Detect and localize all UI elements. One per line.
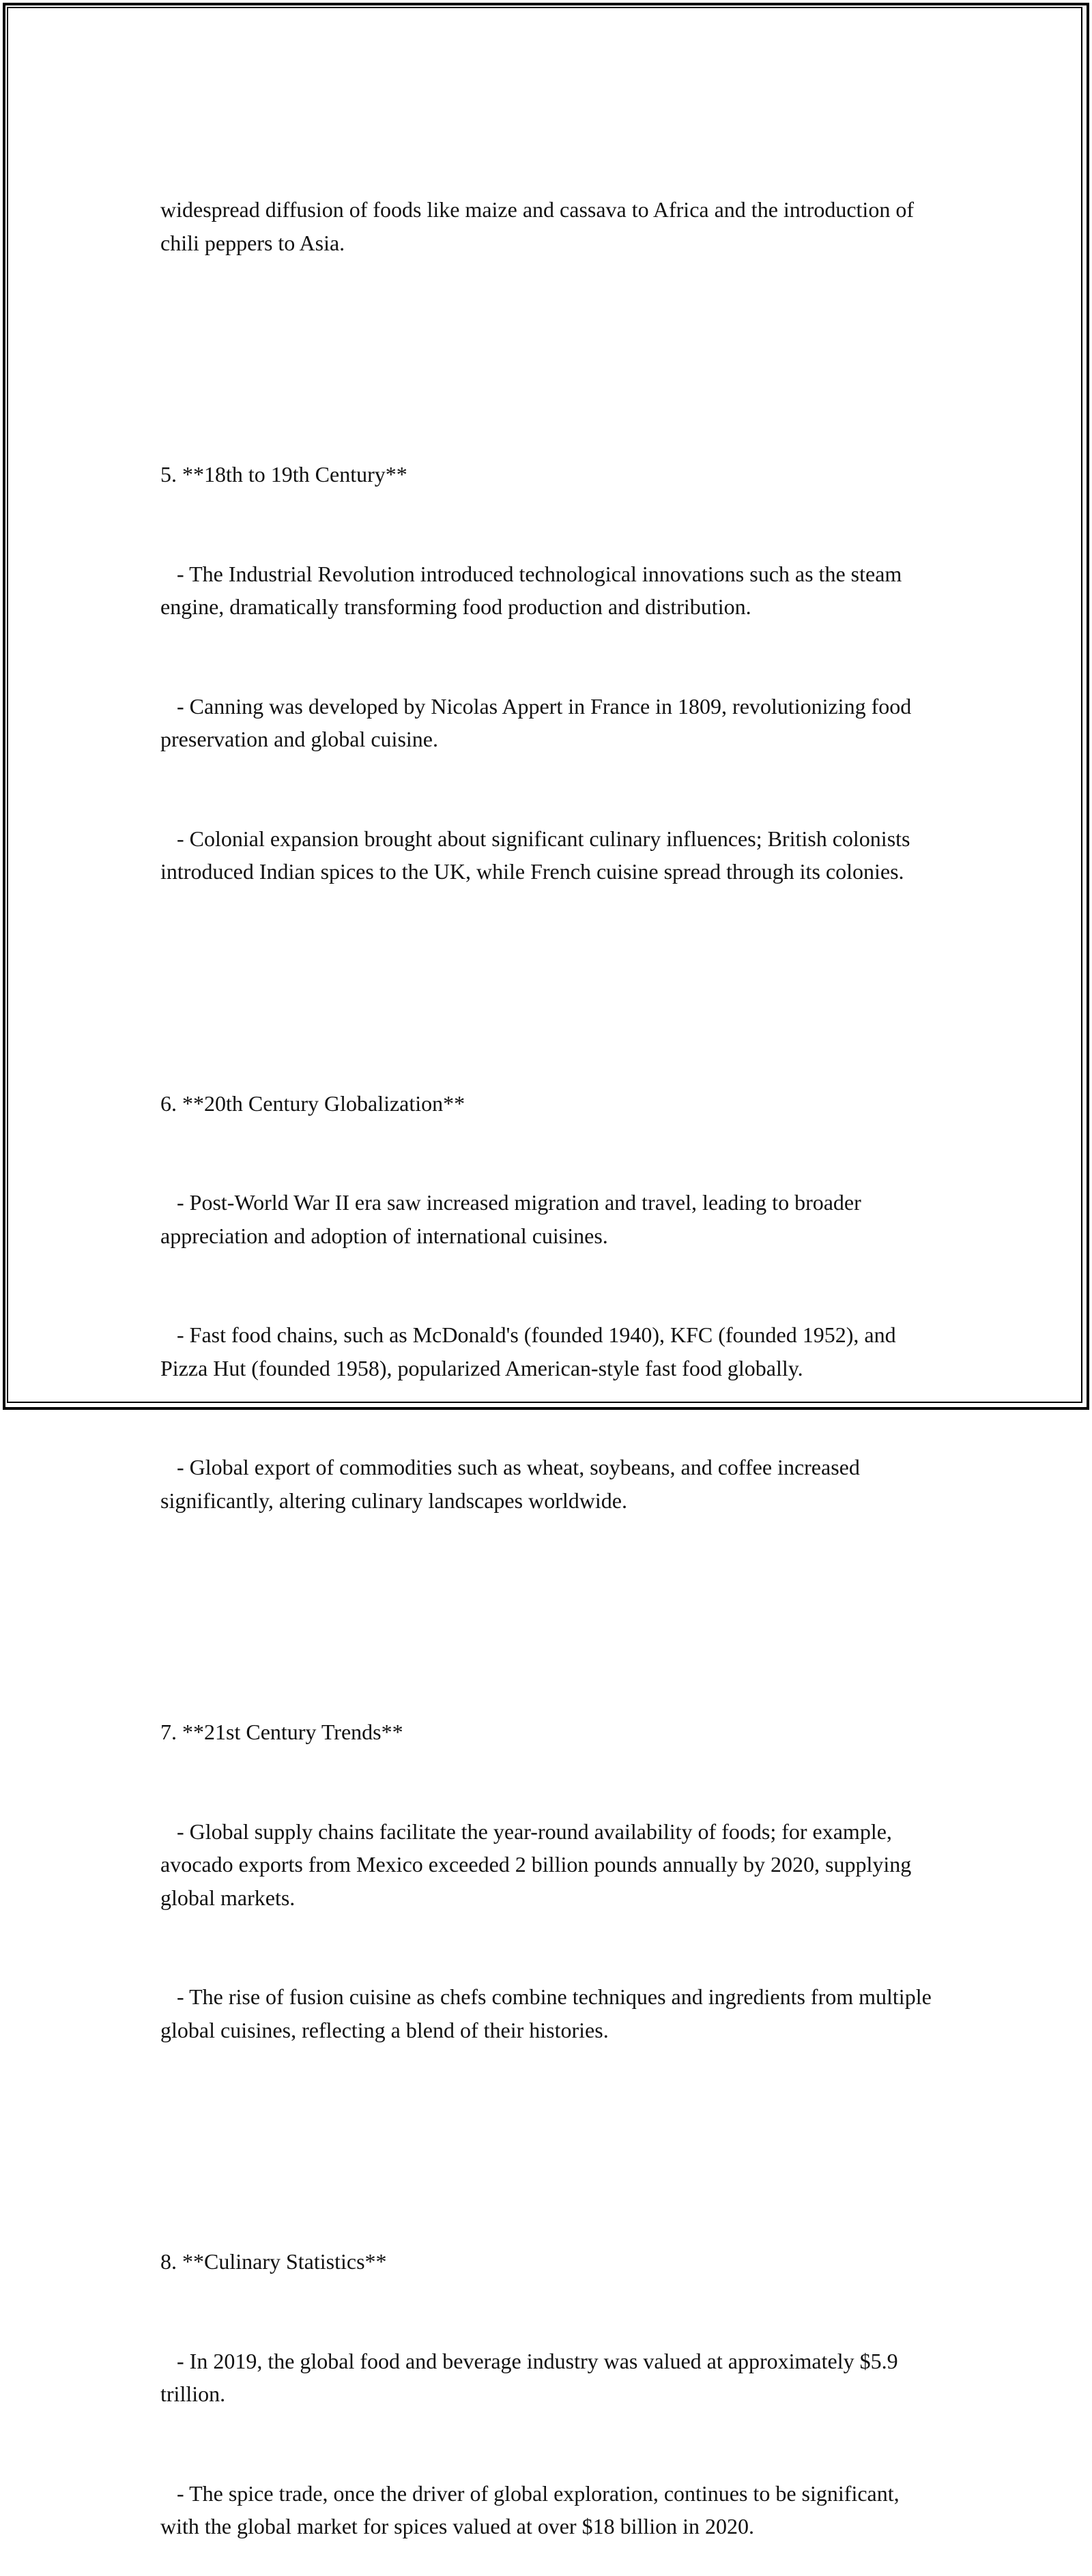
spacer — [160, 1583, 938, 1617]
bullet-item: - The spice trade, once the driver of global exploration, continues to be significant, with the global market for spices valued at over $18 billion in 2020. — [160, 2480, 905, 2538]
bullet-item: - Colonial expansion brought about significant culinary influences; British colonists introduced Indian spices to the UK, while French cuisine spread through its colonies. — [160, 826, 916, 884]
section-heading: 8. **Culinary Statistics** — [160, 2249, 387, 2274]
bullet-item: - Canning was developed by Nicolas Appert in France in 1809, revolutionizing food preservation and global cuisine. — [160, 693, 917, 751]
intro-paragraph: widespread diffusion of foods like maize and cassava to Africa and the introduction of chili peppers to Asia. — [160, 197, 919, 255]
section-heading: 7. **21st Century Trends** — [160, 1720, 403, 1744]
bullet-item: - Global export of commodities such as wheat, soybeans, and coffee increased significantly, altering culinary landscapes worldwide. — [160, 1455, 865, 1513]
document-body — [160, 127, 938, 2576]
section-heading: 6. **20th Century Globalization** — [160, 1090, 465, 1116]
section-heading: 5. **18th to 19th Century** — [160, 462, 407, 487]
bullet-item: - Fast food chains, such as McDonald's (founded 1940), KFC (founded 1952), and Pizza Hut (founded 1958), popularized American-style fast food globally. — [160, 1322, 902, 1380]
spacer — [160, 2113, 938, 2146]
bullet-item: - Post-World War II era saw increased migration and travel, leading to broader appreciation and adoption of international cuisines. — [160, 1190, 867, 1248]
spacer — [160, 955, 938, 988]
bullet-item: - Global supply chains facilitate the year-round availability of foods; for example, avocado exports from Mexico exceeded 2 billion pounds annually by 2020, supplying global markets. — [160, 1819, 917, 1910]
bullet-item: - In 2019, the global food and beverage industry was valued at approximately $5.9 trillion. — [160, 2348, 904, 2406]
spacer — [160, 325, 938, 359]
bullet-item: - The rise of fusion cuisine as chefs combine techniques and ingredients from multiple global cuisines, reflecting a blend of their histories. — [160, 1984, 937, 2042]
bullet-item: - The Industrial Revolution introduced technological innovations such as the steam engine, dramatically transforming food production and distribution. — [160, 561, 908, 619]
